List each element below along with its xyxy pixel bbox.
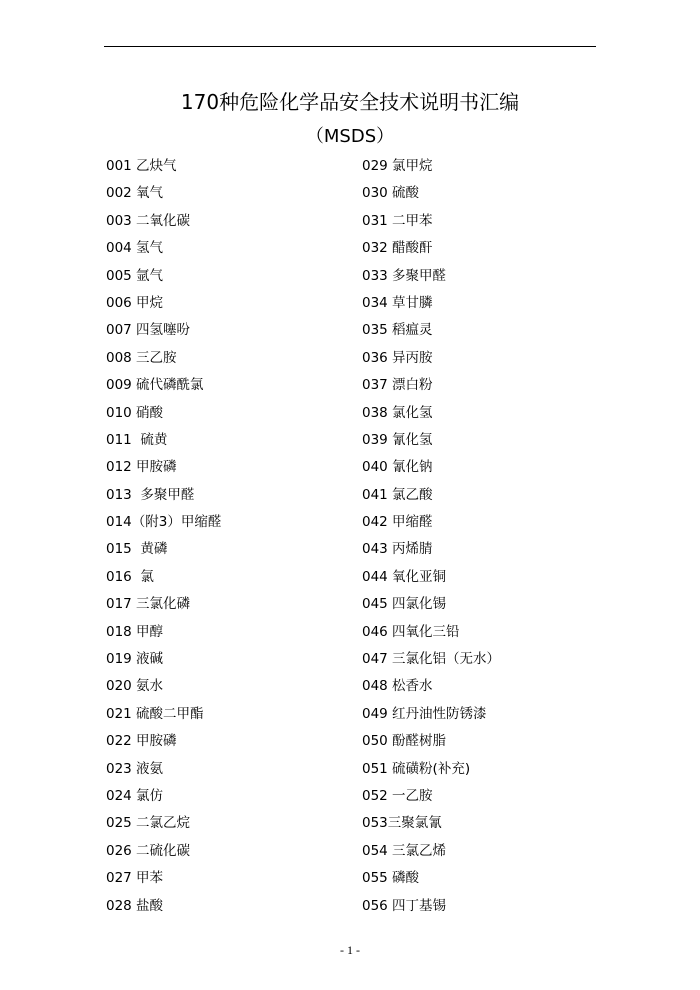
toc-entry: 009 硫代磷酰氯 <box>106 377 204 394</box>
toc-entry: 042 甲缩醛 <box>362 514 433 531</box>
toc-entry: 052 一乙胺 <box>362 787 433 804</box>
document-subtitle: （MSDS） <box>305 126 395 147</box>
toc-entry: 044 氧化亚铜 <box>362 568 447 585</box>
toc-entry: 018 甲醇 <box>106 623 164 640</box>
toc-entry: 019 液碱 <box>106 651 164 668</box>
toc-column-right <box>362 156 602 923</box>
toc-entry: 003 二氧化碳 <box>106 212 191 229</box>
toc-entry: 017 三氯化磷 <box>106 596 191 613</box>
toc-entry: 031 二甲苯 <box>362 212 433 229</box>
toc-entry: 013 多聚甲醛 <box>106 486 195 503</box>
toc-entry: 037 漂白粉 <box>362 377 433 394</box>
toc-entry: 045 四氯化锡 <box>362 596 447 613</box>
toc-entry: 040 氰化钠 <box>362 459 433 476</box>
toc-entry: 049 红丹油性防锈漆 <box>362 705 487 722</box>
toc-entry: 027 甲苯 <box>106 870 164 887</box>
toc-column-left <box>106 156 346 923</box>
toc-entry: 051 硫磺粉(补充) <box>362 760 471 777</box>
toc-entry: 002 氧气 <box>106 185 164 202</box>
toc-entry: 033 多聚甲醛 <box>362 267 447 284</box>
toc-entry: 024 氯仿 <box>106 787 164 804</box>
toc-entry: 034 草甘膦 <box>362 294 433 311</box>
toc-entry: 046 四氧化三铅 <box>362 623 460 640</box>
toc-entry: 004 氢气 <box>106 240 164 257</box>
page-number: - 1 - <box>340 943 360 957</box>
toc-entry: 015 黄磷 <box>106 541 168 558</box>
toc-entry: 038 氯化氢 <box>362 404 433 421</box>
toc-entry: 021 硫酸二甲酯 <box>106 705 204 722</box>
toc-entry: 030 硫酸 <box>362 185 420 202</box>
toc-entry: 005 氩气 <box>106 267 164 284</box>
toc-entry: 050 酚醛树脂 <box>362 733 447 750</box>
toc-entry: 010 硝酸 <box>106 404 164 421</box>
toc-entry: 047 三氯化铝（无水） <box>362 651 501 668</box>
toc-entry: 039 氰化氢 <box>362 431 433 448</box>
toc-entry: 043 丙烯腈 <box>362 541 433 558</box>
toc-entry: 026 二硫化碳 <box>106 842 191 859</box>
header-rule <box>104 46 596 47</box>
toc-entry: 032 醋酸酐 <box>362 240 433 257</box>
toc-entry: 025 二氯乙烷 <box>106 815 191 832</box>
toc-entry: 041 氯乙酸 <box>362 486 433 503</box>
toc-entry: 014（附3）甲缩醛 <box>106 514 222 531</box>
toc-entry: 016 氯 <box>106 568 154 585</box>
toc-entry: 022 甲胺磷 <box>106 733 177 750</box>
toc-entry: 011 硫黄 <box>106 431 168 448</box>
toc-entry: 029 氯甲烷 <box>362 158 433 174</box>
toc-entry: 006 甲烷 <box>106 294 164 311</box>
toc-entry: 008 三乙胺 <box>106 349 177 366</box>
toc-entry: 055 磷酸 <box>362 870 420 887</box>
toc-entry: 054 三氯乙烯 <box>362 842 447 859</box>
toc-entry: 023 液氨 <box>106 760 164 777</box>
toc-entry: 020 氨水 <box>106 678 164 695</box>
toc-entry: 036 异丙胺 <box>362 349 433 366</box>
toc-entry: 048 松香水 <box>362 678 433 695</box>
toc-entry: 053三聚氯氰 <box>362 815 442 832</box>
toc-entry: 028 盐酸 <box>106 897 164 914</box>
document-title: 170种危险化学品安全技术说明书汇编 <box>180 90 520 114</box>
toc-entry: 035 稻瘟灵 <box>362 322 433 339</box>
toc-entry: 012 甲胺磷 <box>106 459 177 476</box>
toc-entry: 001 乙炔气 <box>106 158 177 174</box>
toc-entry: 007 四氢噻吩 <box>106 322 191 339</box>
toc-entry: 056 四丁基锡 <box>362 897 447 914</box>
